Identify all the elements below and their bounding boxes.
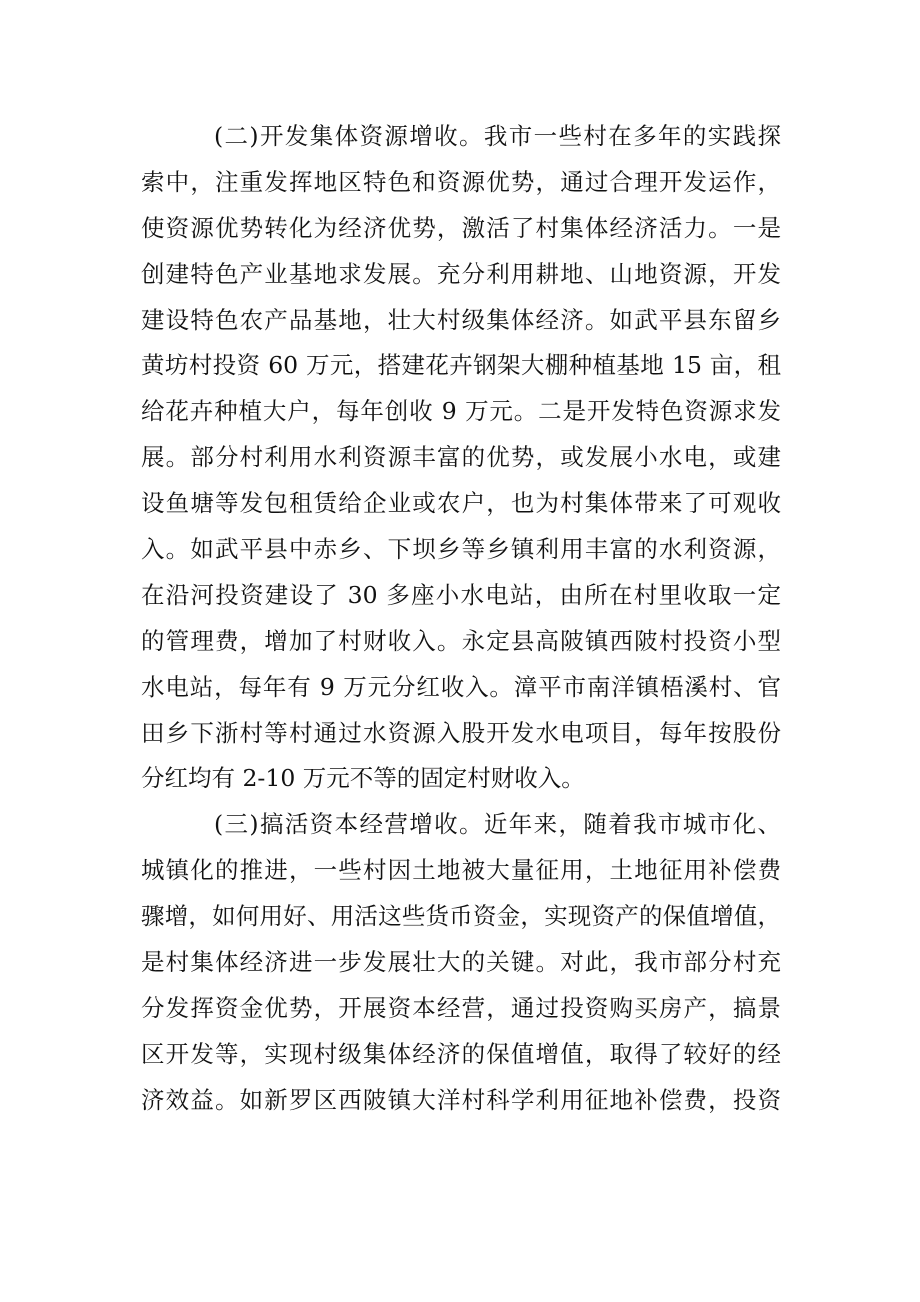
text-line: 分发挥资金优势，开展资本经营，通过投资购买房产，搞景 bbox=[141, 993, 781, 1022]
text-line: 济效益。如新罗区西陂镇大洋村科学利用征地补偿费，投资 bbox=[141, 1085, 781, 1114]
text-line: 在沿河投资建设了 30 多座小水电站，由所在村里收取一定 bbox=[141, 580, 781, 609]
text-line: 区开发等，实现村级集体经济的保值增值，取得了较好的经 bbox=[141, 1039, 781, 1068]
text-line: 建设特色农产品基地，壮大村级集体经济。如武平县东留乡 bbox=[141, 305, 781, 334]
text-line: 给花卉种植大户，每年创收 9 万元。二是开发特色资源求发 bbox=[141, 397, 781, 426]
text-line: (三)搞活资本经营增收。近年来，随着我市城市化、 bbox=[214, 810, 781, 839]
text-line: 骤增，如何用好、用活这些货币资金，实现资产的保值增值， bbox=[141, 902, 781, 931]
text-line: (二)开发集体资源增收。我市一些村在多年的实践探 bbox=[214, 122, 781, 150]
paragraph-collective-resources bbox=[141, 114, 781, 802]
paragraph-capital-operation bbox=[141, 802, 781, 1123]
text-line: 入。如武平县中赤乡、下坝乡等乡镇利用丰富的水利资源， bbox=[141, 535, 781, 564]
document-body bbox=[141, 114, 781, 1124]
text-line: 使资源优势转化为经济优势，激活了村集体经济活力。一是 bbox=[141, 213, 781, 242]
text-line: 田乡下浙村等村通过水资源入股开发水电项目，每年按股份 bbox=[141, 718, 781, 747]
text-line: 的管理费，增加了村财收入。永定县高陂镇西陂村投资小型 bbox=[141, 626, 781, 655]
text-line: 索中，注重发挥地区特色和资源优势，通过合理开发运作， bbox=[141, 167, 781, 196]
text-line: 创建特色产业基地求发展。充分利用耕地、山地资源，开发 bbox=[141, 259, 781, 288]
text-line: 展。部分村利用水利资源丰富的优势，或发展小水电，或建 bbox=[141, 443, 781, 472]
text-line: 黄坊村投资 60 万元，搭建花卉钢架大棚种植基地 15 亩，租 bbox=[141, 351, 781, 380]
text-line: 城镇化的推进，一些村因土地被大量征用，土地征用补偿费 bbox=[141, 856, 781, 885]
text-line: 分红均有 2-10 万元不等的固定村财收入。 bbox=[141, 764, 585, 793]
text-line: 水电站，每年有 9 万元分红收入。漳平市南洋镇梧溪村、官 bbox=[141, 672, 781, 701]
text-line: 设鱼塘等发包租赁给企业或农户，也为村集体带来了可观收 bbox=[141, 489, 781, 518]
text-line: 是村集体经济进一步发展壮大的关键。对此，我市部分村充 bbox=[141, 948, 781, 977]
